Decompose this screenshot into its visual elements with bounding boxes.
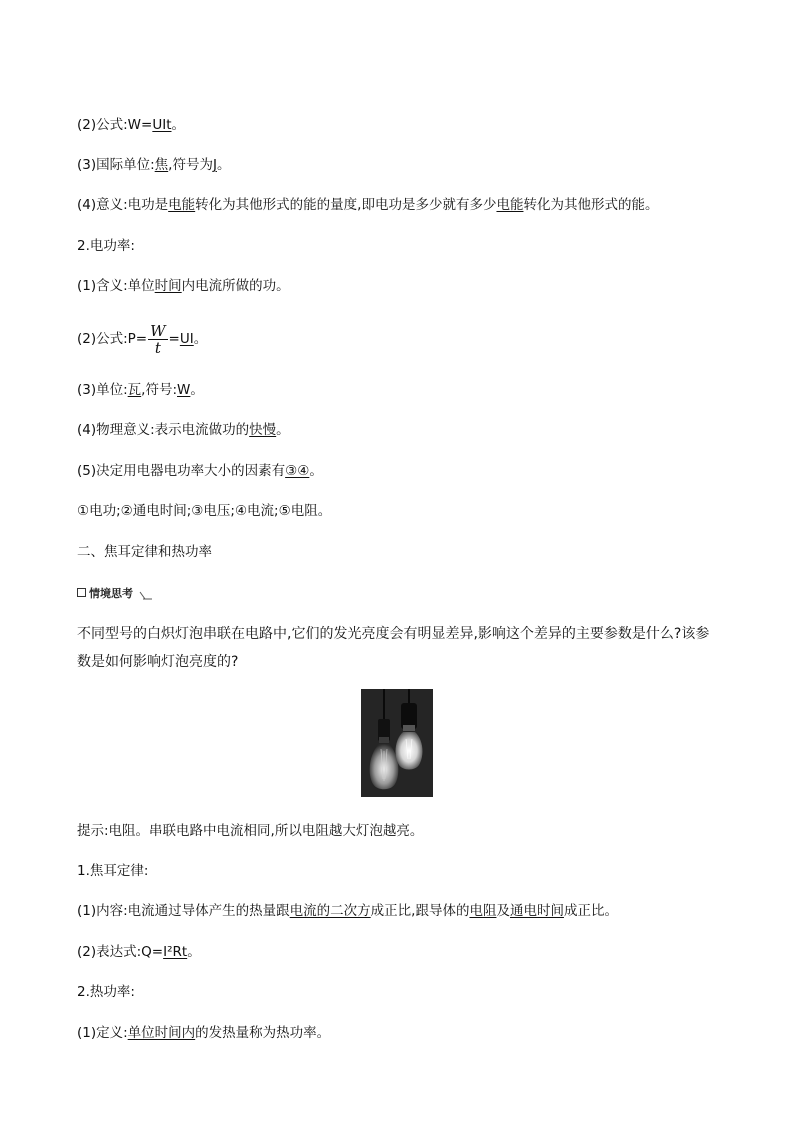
joule-law-expression: (2)表达式:Q=I²Rt。: [77, 944, 201, 960]
answer-blank: 焦: [154, 157, 169, 173]
section-heading: 2.电功率:: [77, 238, 135, 254]
answer-blank: 电能: [168, 197, 196, 213]
answer-blank: UI: [179, 331, 194, 347]
unit-work-line: (3)国际单位:焦,符号为J。: [77, 157, 231, 173]
square-icon: [77, 588, 86, 597]
options-line: ①电功;②通电时间;③电压;④电流;⑤电阻。: [77, 503, 332, 519]
formula-work-line: (2)公式:W=UIt。: [77, 117, 185, 133]
answer-blank: 电流的二次方: [289, 903, 371, 919]
answer-blank: I²Rt: [163, 944, 188, 960]
answer-blank: 时间: [154, 278, 182, 294]
formula-power-line: (2)公式:P= $\frac{W}{t}$ =UI。: [77, 321, 208, 357]
answer-blank: 电阻: [469, 903, 497, 919]
joule-law-content: (1)内容:电流通过导体产生的热量跟电流的二次方成正比,跟导体的电阻及通电时间成正比。: [77, 903, 618, 919]
meaning-work-line: (4)意义:电功是电能转化为其他形式的能的量度,即电功是多少就有多少电能转化为其他形式的能。: [77, 197, 659, 213]
answer-blank: UIt: [152, 117, 172, 133]
scenario-tag: [77, 586, 149, 602]
scenario-tag-label: 情境思考: [89, 587, 133, 600]
answer-blank: 瓦: [127, 382, 142, 398]
answer-blank: J: [212, 157, 217, 173]
answer-blank: W: [177, 382, 191, 398]
section-heading: 1.焦耳定律:: [77, 863, 149, 879]
physical-meaning-line: (4)物理意义:表示电流做功的快慢。: [77, 422, 290, 438]
hint-line: 提示:电阻。串联电路中电流相同,所以电阻越大灯泡越亮。: [77, 823, 424, 839]
unit-power-line: (3)单位:瓦,符号:W。: [77, 382, 204, 398]
definition-power-line: (1)含义:单位时间内电流所做的功。: [77, 278, 290, 294]
answer-blank: 电能: [496, 197, 524, 213]
answer-blank: ③④: [285, 463, 310, 479]
slash-decoration-icon: [139, 590, 153, 600]
answer-blank: 快慢: [249, 422, 277, 438]
section-title: 二、焦耳定律和热功率: [77, 544, 212, 560]
answer-blank: 单位时间内: [127, 1025, 196, 1041]
answer-blank: 通电时间: [509, 903, 564, 919]
fraction-numerator: W: [150, 321, 166, 340]
section-heading: 2.热功率:: [77, 984, 135, 1000]
scenario-question: 不同型号的白炽灯泡串联在电路中,它们的发光亮度会有明显差异,影响这个差异的主要参数是什么?该参数是如何影响灯泡亮度的?: [77, 626, 710, 670]
fraction: [148, 323, 167, 356]
fraction-denominator: t: [154, 338, 161, 357]
light-bulbs-image: [361, 689, 433, 797]
factors-line: (5)决定用电器电功率大小的因素有③④。: [77, 463, 323, 479]
thermal-power-definition: (1)定义:单位时间内的发热量称为热功率。: [77, 1025, 331, 1041]
